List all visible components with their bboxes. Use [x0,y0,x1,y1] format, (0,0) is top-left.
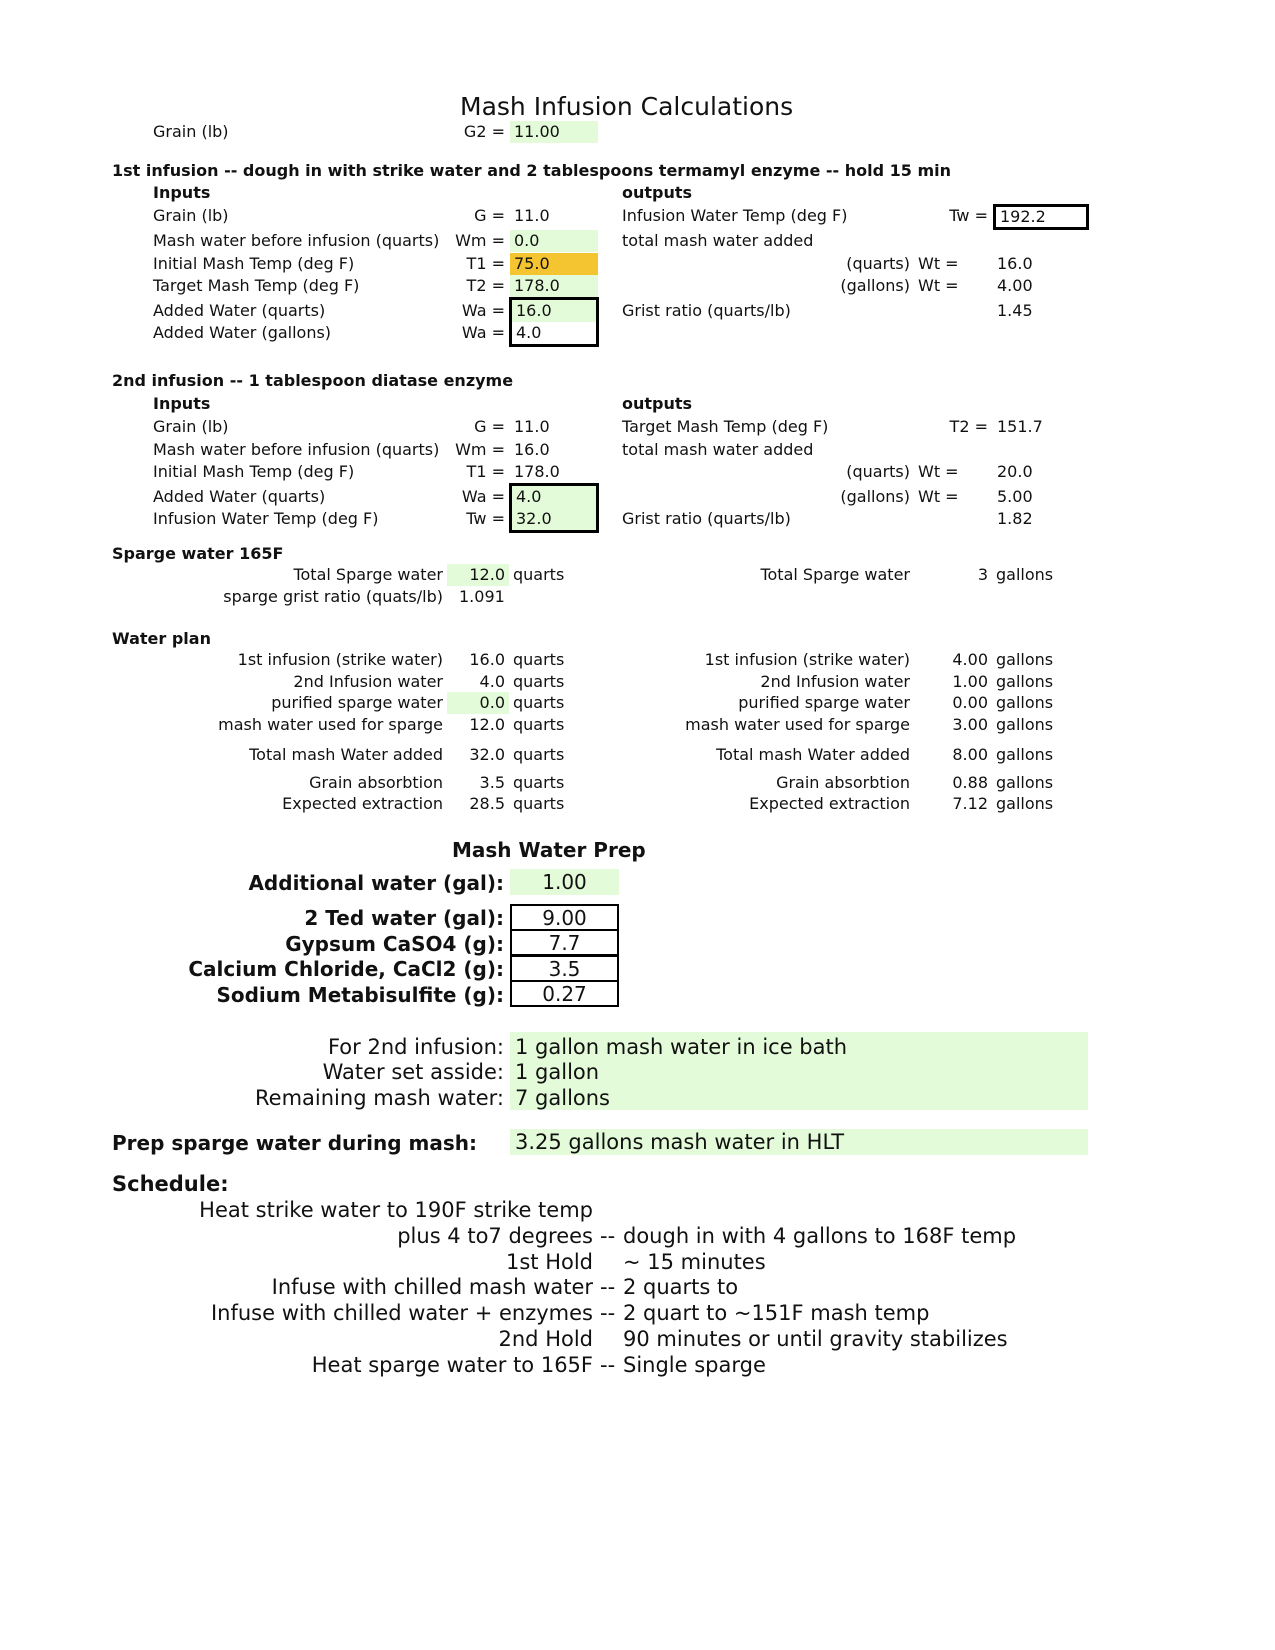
wp-quarts-unit: quarts [513,650,565,669]
mash-prep-item-value: 0.27 [510,980,619,1007]
inf2-added-water-var: Wa = [461,487,505,506]
inf1-target-temp-label: Target Mash Temp (deg F) [153,276,360,295]
note-label: For 2nd infusion: [327,1035,504,1059]
schedule-step-right: 2 quart to ~151F mash temp [623,1301,930,1325]
mash-prep-item-label: Sodium Metabisulfite (g): [216,983,504,1007]
inf2-tw-label: Infusion Water Temp (deg F) [153,509,379,528]
infusion2-heading: 2nd infusion -- 1 tablespoon diatase enzyme [112,371,514,390]
wp-row-label: mash water used for sparge [218,715,443,734]
inf1-quarts-value: 16.0 [997,254,1033,273]
wp-row-label-right: 2nd Infusion water [760,672,910,691]
mash-prep-item-label: Calcium Chloride, CaCl2 (g): [188,957,504,981]
inf1-grain-var: G = [474,206,505,225]
inf1-target-temp-var: T2 = [466,276,505,295]
wp-row-label-right: 1st infusion (strike water) [704,650,910,669]
sparge-ratio-value: 1.091 [459,587,505,606]
wp-row-label-right: Expected extraction [749,794,910,813]
sparge-quarts-unit: quarts [513,565,565,584]
water-plan-heading: Water plan [112,629,211,648]
inf1-gallons-var: Wt = [918,276,959,295]
sparge-prep-cell[interactable] [510,1129,1088,1155]
sparge-gallons-unit: gallons [996,565,1054,584]
wp-row-label: Total mash Water added [249,745,443,764]
inf2-mash-water-var: Wm = [455,440,505,459]
inf1-target-temp-cell[interactable]: 178.0 [510,275,598,297]
schedule-step-left: Heat sparge water to 165F [311,1353,593,1377]
wp-quarts-unit: quarts [513,672,565,691]
inf2-mash-water-label: Mash water before infusion (quarts) [153,440,440,459]
schedule-heading: Schedule: [112,1172,229,1196]
inf1-grist-value: 1.45 [997,301,1033,320]
wp-row-label: purified sparge water [271,693,443,712]
schedule-step-sep: -- [600,1275,616,1299]
inf2-grain-cell: 11.0 [514,417,550,436]
inf2-initial-temp-var: T1 = [466,462,505,481]
inf2-gallons-var: Wt = [918,487,959,506]
wp-row-gallons: 1.00 [952,672,988,691]
wp-row-gallons: 0.88 [952,773,988,792]
wp-row-quarts: 28.5 [469,794,505,813]
sparge-total-quarts-cell[interactable]: 12.0 [447,564,509,586]
wp-row-quarts: 32.0 [469,745,505,764]
mash-prep-item-value: 7.7 [510,929,619,956]
wp-row-label-right: Total mash Water added [716,745,910,764]
inf2-input-box [509,483,599,533]
mash-prep-heading: Mash Water Prep [452,838,646,862]
mash-prep-additional-cell[interactable]: 1.00 [510,869,619,895]
inf2-total-label: total mash water added [622,440,814,459]
sparge-total-label-right: Total Sparge water [760,565,910,584]
schedule-step-sep: -- [600,1224,616,1248]
wp-gallons-unit: gallons [996,715,1054,734]
inf1-grist-label: Grist ratio (quarts/lb) [622,301,791,320]
sparge-ratio-label: sparge grist ratio (quats/lb) [223,587,443,606]
inf1-mash-water-var: Wm = [455,231,505,250]
inf1-quarts-unit: (quarts) [846,254,910,273]
sparge-total-label: Total Sparge water [293,565,443,584]
inf1-added-water-box [509,297,599,347]
inf2-gallons-value: 5.00 [997,487,1033,506]
inf2-target-label: Target Mash Temp (deg F) [622,417,829,436]
inf1-tw-label: Infusion Water Temp (deg F) [622,206,848,225]
schedule-step-left: 2nd Hold [498,1327,593,1351]
wp-row-gallons: 7.12 [952,794,988,813]
wp-row-label: 2nd Infusion water [293,672,443,691]
inf2-gallons-unit: (gallons) [840,487,910,506]
wp-gallons-unit: gallons [996,794,1054,813]
inf1-added-quarts-cell[interactable]: 16.0 [512,300,596,322]
mash-prep-item-value: 3.5 [510,955,619,982]
inf1-gallons-value: 4.00 [997,276,1033,295]
wp-purified-sparge-cell[interactable]: 0.0 [447,692,509,714]
page-title: Mash Infusion Calculations [460,92,794,121]
wp-gallons-unit: gallons [996,693,1054,712]
inf2-target-var: T2 = [949,417,988,436]
grain-top-cell[interactable]: 11.00 [510,121,598,143]
inf1-added-quarts-var: Wa = [461,301,505,320]
inf1-mash-water-label: Mash water before infusion (quarts) [153,231,440,250]
wp-row-quarts: 3.5 [479,773,505,792]
inf1-added-quarts-label: Added Water (quarts) [153,301,326,320]
inf2-grain-var: G = [474,417,505,436]
note-value[interactable]: 7 gallons [515,1086,611,1110]
note-value[interactable]: 1 gallon mash water in ice bath [515,1035,848,1059]
wp-row-quarts: 4.0 [479,672,505,691]
inf2-target-value: 151.7 [997,417,1043,436]
inf2-tw-var: Tw = [466,509,505,528]
inf2-mash-water-cell: 16.0 [514,440,550,459]
infusion2-outputs-label: outputs [622,394,693,413]
sparge-total-gallons: 3 [977,565,988,584]
infusion1-inputs-label: Inputs [153,183,211,202]
schedule-step-right: 2 quarts to [623,1275,739,1299]
wp-quarts-unit: quarts [513,715,565,734]
inf2-added-water-label: Added Water (quarts) [153,487,326,506]
infusion1-outputs-label: outputs [622,183,693,202]
inf2-added-water-cell[interactable]: 4.0 [512,486,596,508]
inf2-grain-label: Grain (lb) [153,417,229,436]
inf2-quarts-unit: (quarts) [846,462,910,481]
inf1-initial-temp-cell[interactable]: 75.0 [510,253,598,275]
grain-top-var: G2 = [463,122,505,141]
wp-row-label-right: Grain absorbtion [776,773,910,792]
schedule-step-right: dough in with 4 gallons to 168F temp [623,1224,1017,1248]
wp-gallons-unit: gallons [996,745,1054,764]
note-value[interactable]: 1 gallon [515,1060,600,1084]
inf1-grain-label: Grain (lb) [153,206,229,225]
inf2-grist-label: Grist ratio (quarts/lb) [622,509,791,528]
sparge-heading: Sparge water 165F [112,544,284,563]
inf1-added-gallons-label: Added Water (gallons) [153,323,332,342]
note-label: Remaining mash water: [255,1086,504,1110]
inf1-gallons-unit: (gallons) [840,276,910,295]
wp-quarts-unit: quarts [513,745,565,764]
wp-gallons-unit: gallons [996,650,1054,669]
wp-row-gallons: 4.00 [952,650,988,669]
wp-row-gallons: 3.00 [952,715,988,734]
wp-row-quarts: 12.0 [469,715,505,734]
wp-gallons-unit: gallons [996,672,1054,691]
wp-quarts-unit: quarts [513,794,565,813]
inf1-added-gallons-cell: 4.0 [516,323,542,342]
schedule-step-right: ~ 15 minutes [623,1250,766,1274]
schedule-step-left: Infuse with chilled water + enzymes [210,1301,593,1325]
schedule-step-left: plus 4 to7 degrees [397,1224,593,1248]
wp-row-quarts: 16.0 [469,650,505,669]
wp-row-label: Expected extraction [282,794,443,813]
wp-gallons-unit: gallons [996,773,1054,792]
inf1-quarts-var: Wt = [918,254,959,273]
inf2-initial-temp-label: Initial Mash Temp (deg F) [153,462,355,481]
note-label: Water set asside: [322,1060,504,1084]
wp-quarts-unit: quarts [513,693,565,712]
schedule-step-right: 90 minutes or until gravity stabilizes [623,1327,1008,1351]
inf2-quarts-var: Wt = [918,462,959,481]
schedule-step-sep: -- [600,1353,616,1377]
schedule-step-left: Infuse with chilled mash water [271,1275,593,1299]
mash-prep-item-value: 9.00 [510,904,619,931]
wp-row-label: Grain absorbtion [309,773,443,792]
wp-row-label-right: mash water used for sparge [685,715,910,734]
wp-quarts-unit: quarts [513,773,565,792]
inf2-initial-temp-cell: 178.0 [514,462,560,481]
wp-row-label: 1st infusion (strike water) [237,650,443,669]
infusion1-heading: 1st infusion -- dough in with strike water and 2 tablespoons termamyl enzyme -- hold 15 min [112,161,952,180]
inf1-tw-var: Tw = [949,206,988,225]
inf1-initial-temp-label: Initial Mash Temp (deg F) [153,254,355,273]
inf1-added-gallons-var: Wa = [461,323,505,342]
inf2-grist-value: 1.82 [997,509,1033,528]
wp-row-label-right: purified sparge water [738,693,910,712]
inf2-quarts-value: 20.0 [997,462,1033,481]
inf1-mash-water-cell[interactable]: 0.0 [510,230,598,252]
sparge-prep-label: Prep sparge water during mash: [112,1131,477,1155]
wp-row-gallons: 0.00 [952,693,988,712]
mash-prep-additional-label: Additional water (gal): [248,871,504,895]
sparge-prep-value: 3.25 gallons mash water in HLT [515,1130,845,1154]
inf1-grain-cell: 11.0 [514,206,550,225]
infusion2-inputs-label: Inputs [153,394,211,413]
inf1-total-label: total mash water added [622,231,814,250]
wp-row-gallons: 8.00 [952,745,988,764]
schedule-step-left: Heat strike water to 190F strike temp [199,1198,593,1222]
schedule-step-right: Single sparge [623,1353,766,1377]
mash-prep-item-label: Gypsum CaSO4 (g): [285,932,504,956]
grain-top-label: Grain (lb) [153,122,229,141]
inf2-tw-cell[interactable]: 32.0 [512,508,596,530]
inf1-initial-temp-var: T1 = [466,254,505,273]
mash-prep-item-label: 2 Ted water (gal): [304,906,504,930]
schedule-step-sep: -- [600,1301,616,1325]
inf1-tw-cell: 192.2 [993,204,1089,230]
schedule-step-left: 1st Hold [505,1250,593,1274]
